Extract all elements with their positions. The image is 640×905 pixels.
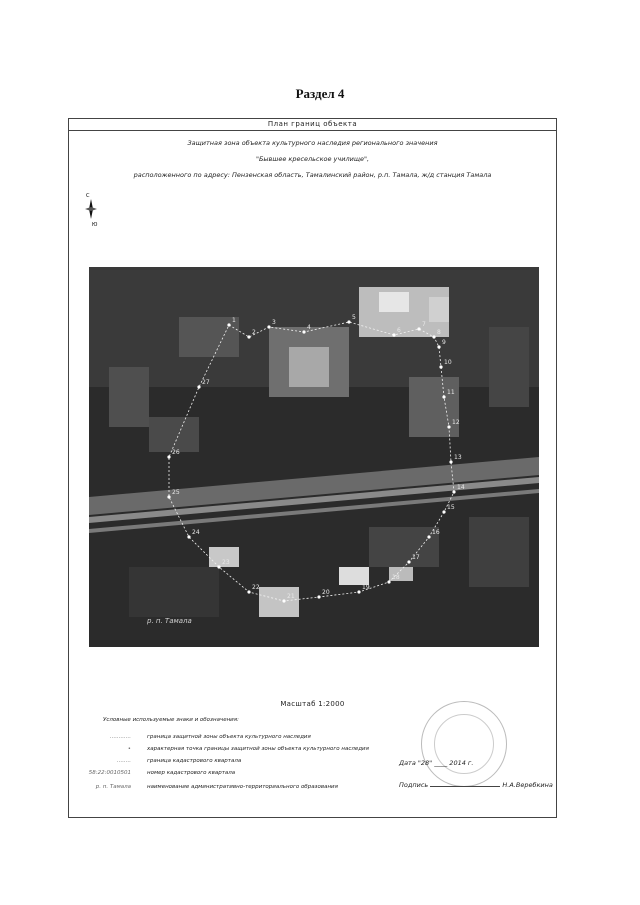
legend-title: Условные используемые знаки и обозначения: (103, 717, 239, 723)
legend-text: наименование административно-территориального образования (147, 784, 338, 790)
boundary-point-label: 1 (232, 317, 236, 324)
boundary-point (437, 345, 440, 348)
map-scale: Масштаб 1:2000 (280, 700, 345, 708)
boundary-point-label: 20 (322, 589, 330, 596)
plan-frame (68, 118, 557, 818)
official-seal (421, 701, 507, 787)
legend-text: номер кадастрового квартала (147, 770, 236, 776)
boundary-point (247, 335, 250, 338)
boundary-point-label: 10 (444, 359, 452, 366)
boundary-point (302, 330, 305, 333)
section-title: Раздел 4 (295, 86, 345, 101)
boundary-point (267, 325, 270, 328)
boundary-point-label: 9 (442, 339, 446, 346)
boundary-point (432, 335, 435, 338)
boundary-point-label: 15 (447, 504, 455, 511)
date-line (399, 759, 473, 767)
boundary-point-label: 18 (392, 574, 400, 581)
boundary-point-label: 8 (437, 329, 441, 336)
boundary-point-label: 4 (307, 324, 311, 331)
signature-mark (430, 786, 500, 787)
signer-name: Н.А.Веребкина (502, 781, 553, 789)
boundary-point (317, 595, 320, 598)
boundary-point (407, 560, 410, 563)
boundary-point (187, 535, 190, 538)
boundary-point (347, 320, 350, 323)
boundary-point-label: 24 (192, 529, 200, 536)
legend-text: граница кадастрового квартала (147, 758, 242, 764)
legend-symbol: ............ (110, 734, 131, 740)
boundary-point (217, 565, 220, 568)
compass-north: С (86, 193, 90, 199)
boundary-point (392, 333, 395, 336)
legend-symbol: р. п. Тамала (95, 784, 131, 790)
boundary-point-label: 14 (457, 484, 465, 491)
boundary-point (227, 323, 230, 326)
date-value: "28" ____ 2014 г. (417, 759, 474, 767)
legend-symbol: ........ (117, 758, 131, 764)
boundary-point-label: 7 (422, 321, 426, 328)
boundary-point-label: 25 (172, 489, 180, 496)
boundary-point (247, 590, 250, 593)
boundary-point (167, 455, 170, 458)
boundary-point (447, 425, 450, 428)
legend-text: граница защитной зоны объекта культурного наследия (147, 734, 311, 740)
boundary-point (452, 490, 455, 493)
boundary-point-label: 3 (272, 319, 276, 326)
boundary-point-label: 21 (287, 593, 295, 600)
boundary-point (282, 599, 285, 602)
legend-item (81, 745, 401, 754)
satellite-map (89, 267, 539, 647)
frame-header: План границ объекта (69, 119, 556, 131)
boundary-point-label: 27 (202, 379, 210, 386)
sign-label: Подпись (399, 781, 429, 789)
legend-item (81, 769, 401, 778)
legend-item (81, 757, 401, 766)
boundary-point-label: 13 (454, 454, 462, 461)
boundary-point-label: 12 (452, 419, 460, 426)
boundary-point (357, 590, 360, 593)
boundary-point-label: 23 (222, 559, 230, 566)
boundary-point (439, 365, 442, 368)
legend-item (81, 783, 401, 792)
compass-rose-icon (83, 191, 99, 227)
boundary-point-label: 26 (172, 449, 180, 456)
description-line-2: "Бывшее кресельское училище", (255, 155, 370, 163)
boundary-point-label: 11 (447, 389, 455, 396)
boundary-point-label: 16 (432, 529, 440, 536)
boundary-point-label: 19 (362, 584, 370, 591)
boundary-point-label: 6 (397, 327, 401, 334)
boundary-point (442, 395, 445, 398)
boundary-point-label: 2 (252, 329, 256, 336)
boundary-point (442, 510, 445, 513)
description-line-1: Защитная зона объекта культурного наследия регионального значения (187, 139, 438, 147)
boundary-point (387, 580, 390, 583)
signature-line (399, 781, 553, 789)
legend-symbol: • (127, 746, 131, 752)
description-line-3: расположенного по адресу: Пензенская область, Тамалинский район, р.п. Тамала, ж/д станция Тамала (133, 171, 492, 179)
legend-text: характерная точка границы защитной зоны объекта культурного наследия (147, 746, 369, 752)
boundary-point (449, 460, 452, 463)
boundary-point (417, 327, 420, 330)
date-label: Дата (399, 759, 416, 767)
compass-south: Ю (92, 222, 98, 227)
boundary-point-label: 22 (252, 584, 260, 591)
boundary-point (167, 495, 170, 498)
legend-item (81, 733, 401, 742)
legend-symbol: 58:22:0010501 (88, 770, 131, 776)
boundary-point (427, 535, 430, 538)
boundary-point (197, 385, 200, 388)
boundary-point-label: 17 (412, 554, 420, 561)
map-place-label: р. п. Тамала (147, 617, 192, 625)
boundary-point-label: 5 (352, 314, 356, 321)
